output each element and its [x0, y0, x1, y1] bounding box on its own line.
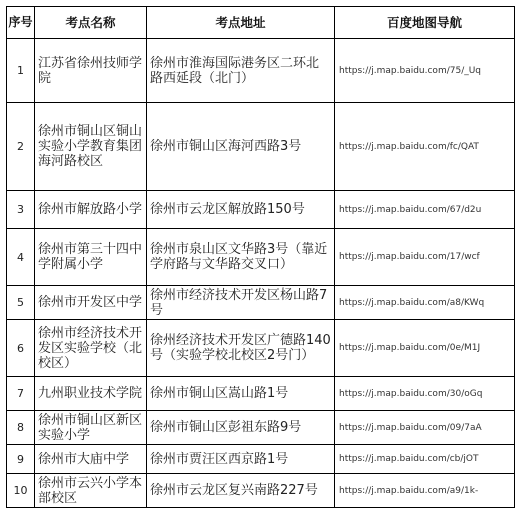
header-index: 序号 [7, 7, 35, 39]
row-index: 5 [7, 286, 35, 320]
row-index: 7 [7, 377, 35, 411]
site-name: 徐州市云兴小学本部校区 [35, 474, 147, 508]
site-address: 徐州市云龙区复兴南路227号 [147, 474, 335, 508]
map-link[interactable]: https://j.map.baidu.com/67/d2u [335, 191, 515, 229]
site-address: 徐州市经济技术开发区杨山路7号 [147, 286, 335, 320]
site-address: 徐州市铜山区彭祖东路9号 [147, 411, 335, 445]
site-name: 徐州市经济技术开发区实验学校（北校区） [35, 320, 147, 377]
site-address: 徐州市铜山区嵩山路1号 [147, 377, 335, 411]
map-link[interactable]: https://j.map.baidu.com/a8/KWq [335, 286, 515, 320]
site-name: 徐州市大庙中学 [35, 445, 147, 474]
site-address: 徐州经济技术开发区广德路140号（实验学校北校区2号门） [147, 320, 335, 377]
site-name: 九州职业技术学院 [35, 377, 147, 411]
table-row [7, 103, 515, 191]
table-row [7, 320, 515, 377]
map-link[interactable]: https://j.map.baidu.com/30/oGq [335, 377, 515, 411]
row-index: 3 [7, 191, 35, 229]
row-index: 2 [7, 103, 35, 191]
row-index: 6 [7, 320, 35, 377]
map-link[interactable]: https://j.map.baidu.com/75/_Uq [335, 39, 515, 103]
row-index: 10 [7, 474, 35, 508]
site-name: 徐州市开发区中学 [35, 286, 147, 320]
site-name: 徐州市解放路小学 [35, 191, 147, 229]
table-row [7, 286, 515, 320]
row-index: 9 [7, 445, 35, 474]
site-name: 徐州市铜山区新区实验小学 [35, 411, 147, 445]
table-row [7, 474, 515, 508]
row-index: 4 [7, 229, 35, 286]
row-index: 8 [7, 411, 35, 445]
table-row [7, 411, 515, 445]
header-address: 考点地址 [147, 7, 335, 39]
table-row [7, 445, 515, 474]
table-header-row [7, 7, 515, 39]
table-row [7, 377, 515, 411]
site-name: 徐州市第三十四中学附属小学 [35, 229, 147, 286]
site-name: 徐州市铜山区铜山实验小学教育集团海河路校区 [35, 103, 147, 191]
site-address: 徐州市贾汪区西京路1号 [147, 445, 335, 474]
row-index: 1 [7, 39, 35, 103]
site-address: 徐州市云龙区解放路150号 [147, 191, 335, 229]
map-link[interactable]: https://j.map.baidu.com/fc/QAT [335, 103, 515, 191]
table-row [7, 229, 515, 286]
table-row [7, 191, 515, 229]
exam-site-table [6, 6, 515, 508]
map-link[interactable]: https://j.map.baidu.com/0e/M1J [335, 320, 515, 377]
header-name: 考点名称 [35, 7, 147, 39]
site-address: 徐州市铜山区海河西路3号 [147, 103, 335, 191]
map-link[interactable]: https://j.map.baidu.com/09/7aA [335, 411, 515, 445]
site-address: 徐州市淮海国际港务区二环北路西延段（北门） [147, 39, 335, 103]
map-link[interactable]: https://j.map.baidu.com/a9/1k- [335, 474, 515, 508]
site-name: 江苏省徐州技师学院 [35, 39, 147, 103]
header-map: 百度地图导航 [335, 7, 515, 39]
map-link[interactable]: https://j.map.baidu.com/17/wcf [335, 229, 515, 286]
site-address: 徐州市泉山区文华路3号（靠近学府路与文华路交叉口） [147, 229, 335, 286]
map-link[interactable]: https://j.map.baidu.com/cb/jOT [335, 445, 515, 474]
table-row [7, 39, 515, 103]
exam-site-table-container [6, 6, 515, 508]
